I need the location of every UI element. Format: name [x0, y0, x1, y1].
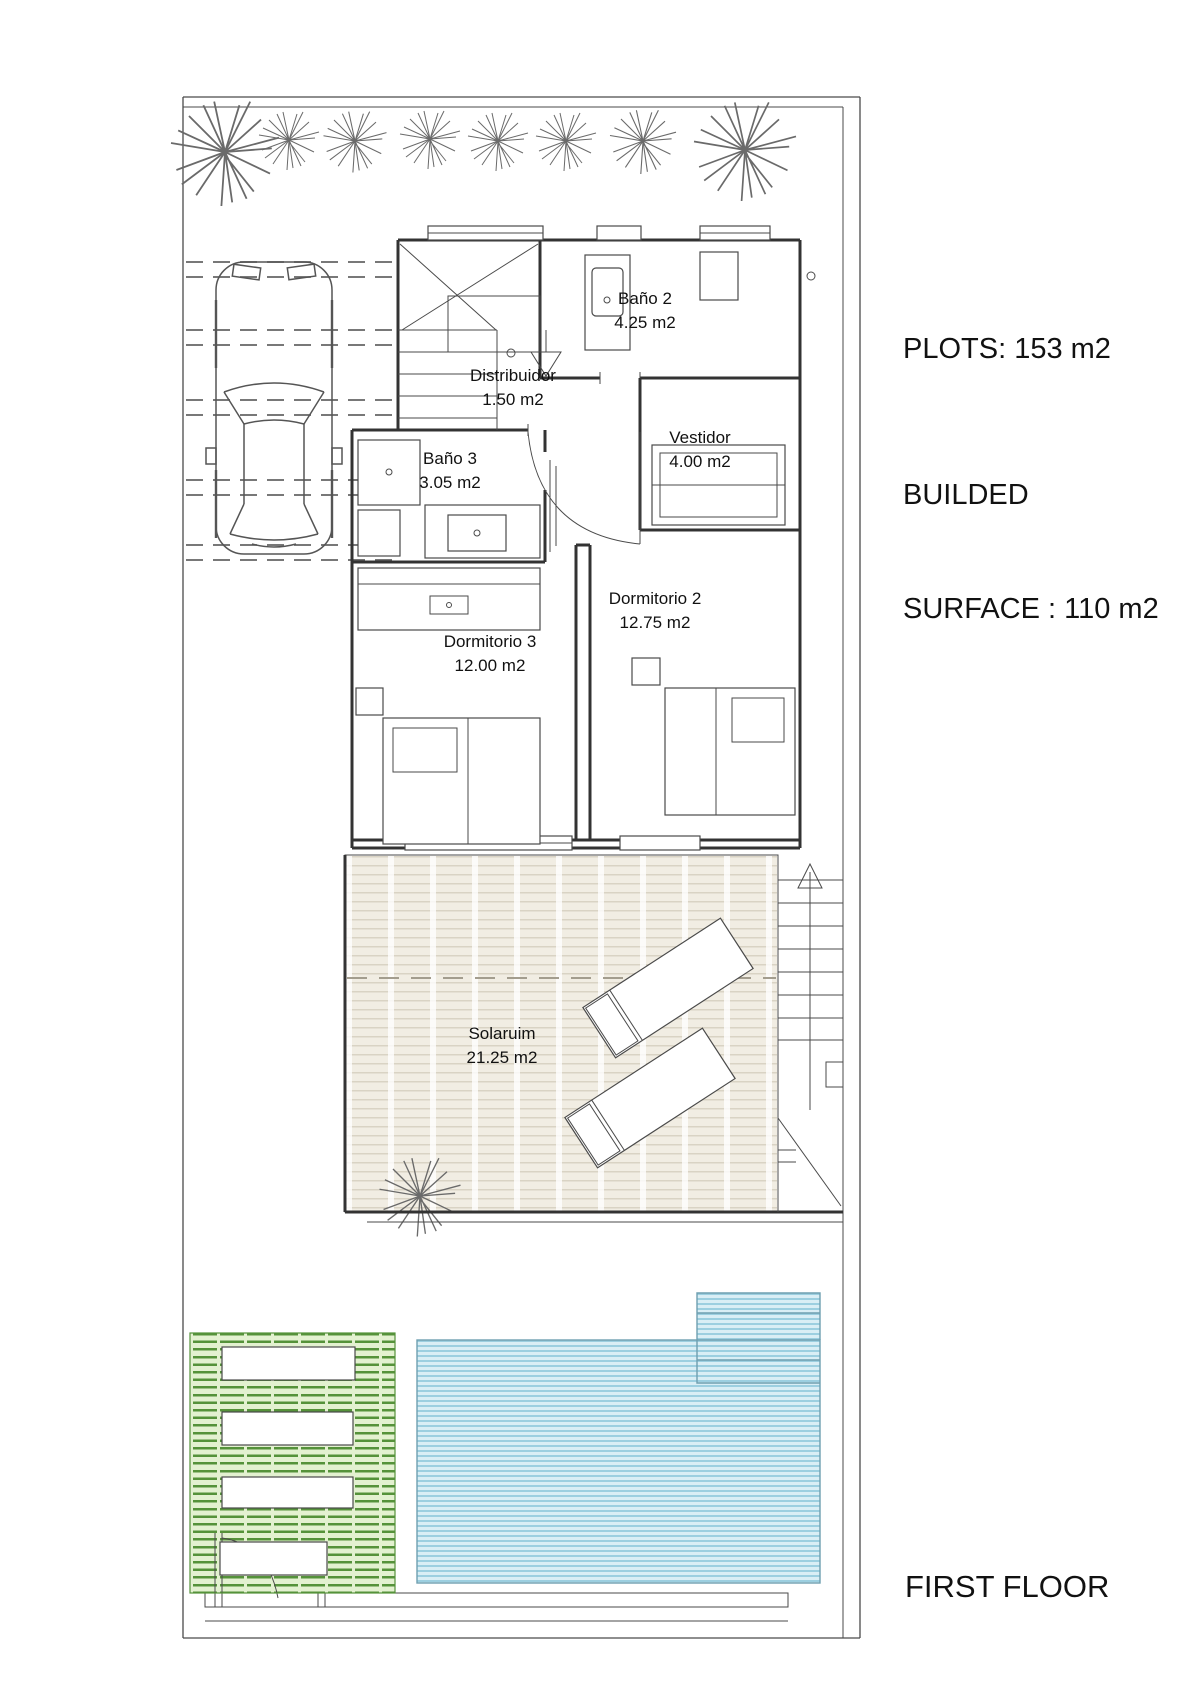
plant-icon — [380, 1158, 461, 1236]
exterior-stairs — [778, 864, 843, 1212]
room-area: 12.75 m2 — [619, 613, 691, 632]
pool-outline — [417, 1293, 820, 1583]
room-area: 3.05 m2 — [419, 473, 481, 492]
sun-loungers — [565, 918, 753, 1168]
plant-icon — [536, 113, 596, 171]
garden-deck-loungers — [190, 1333, 395, 1593]
room-name: Solaruim — [468, 1024, 536, 1043]
room-name: Distribuidor — [470, 366, 556, 385]
site-boundary — [183, 97, 860, 1638]
dorm3-furniture — [356, 568, 540, 844]
room-area: 12.00 m2 — [454, 656, 526, 675]
room-name: Baño 3 — [423, 449, 477, 468]
room-label-bano2 — [565, 287, 725, 335]
room-area: 4.00 m2 — [669, 452, 731, 471]
room-label-vestidor — [620, 426, 780, 474]
builded-surface-annotation — [903, 400, 1159, 704]
room-area: 1.50 m2 — [482, 390, 544, 409]
builded-line2: SURFACE : 110 m2 — [903, 593, 1159, 625]
plant-icon — [694, 102, 796, 201]
room-label-dormitorio2 — [565, 587, 745, 635]
plant-icon — [610, 110, 676, 174]
plant-icon — [400, 111, 460, 169]
room-label-distribuidor — [433, 364, 593, 412]
plant-icon — [171, 102, 279, 206]
builded-line1: BUILDED — [903, 479, 1029, 511]
plots-annotation: PLOTS: 153 m2 — [903, 333, 1111, 365]
room-name: Vestidor — [669, 428, 731, 447]
room-name: Dormitorio 2 — [608, 589, 702, 608]
dorm2-furniture — [632, 658, 795, 815]
room-area: 21.25 m2 — [466, 1048, 538, 1067]
plant-icon — [468, 113, 528, 171]
room-name: Baño 2 — [618, 289, 672, 308]
room-label-solaruim — [412, 1022, 592, 1070]
room-label-bano3 — [370, 447, 530, 495]
room-area: 4.25 m2 — [614, 313, 676, 332]
floor-title: FIRST FLOOR — [905, 1569, 1110, 1604]
room-label-dormitorio3 — [400, 630, 580, 678]
room-name: Dormitorio 3 — [443, 632, 537, 651]
car — [206, 262, 342, 554]
plant-icon — [324, 112, 387, 173]
